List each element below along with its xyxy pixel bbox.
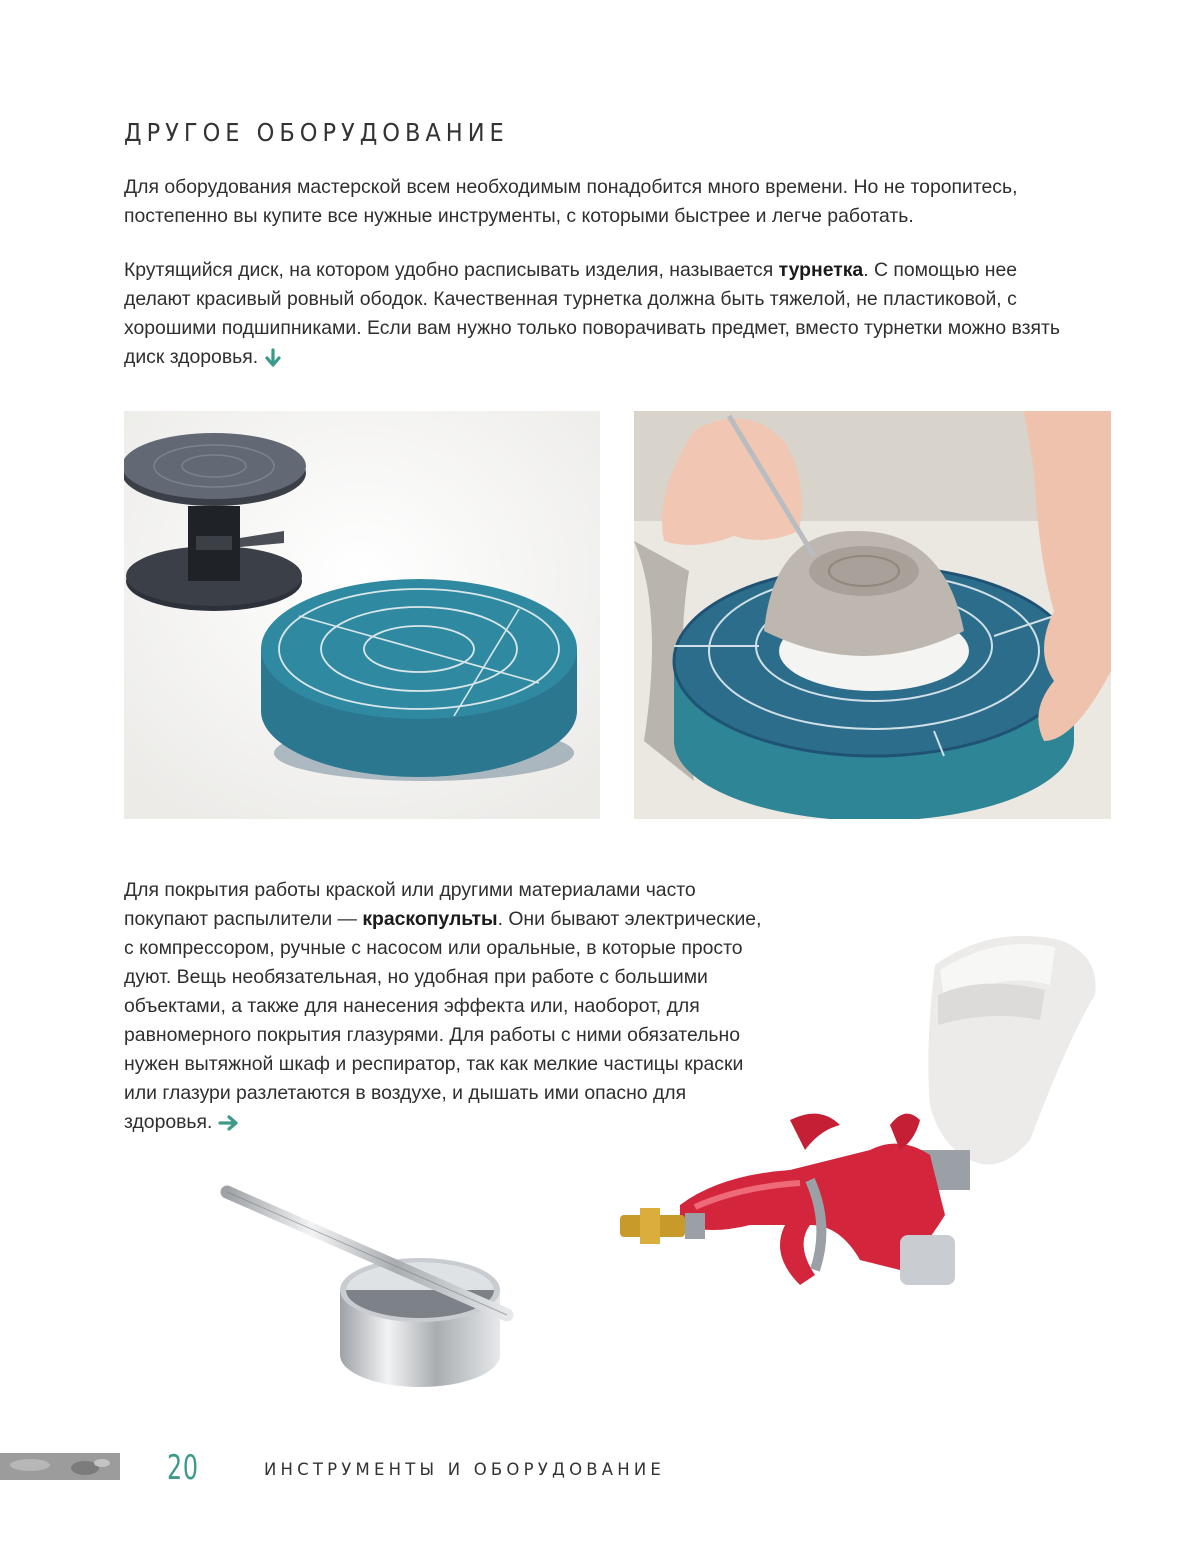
section-heading: ДРУГОЕ ОБОРУДОВАНИЕ <box>124 118 509 147</box>
footer-texture-strip <box>0 1453 120 1480</box>
oral-sprayer-image <box>215 1180 515 1390</box>
turntable-paragraph: Крутящийся диск, на котором удобно расписывать изделия, называется турнетка. С помощью нее делают красивый ровный ободок. Качественная турнетка должна быть тяжелой, не пластиковой, с хорошими подшипниками. Если вам нужно только поворачивать предмет, вместо турнетки можно взять диск здоровья. <box>124 259 1061 368</box>
intro-paragraph: Для оборудования мастерской всем необходимым понадобится много времени. Но не торопитесь, постепенно вы купите все нужные инструменты, с которыми быстрее и легче работать. <box>124 176 1018 227</box>
sprayer-paragraph: Для покрытия работы краской или другими материалами часто покупают распылители — краскопульты. Они бывают электрические, с компрессором, ручные с насосом или оральные, в которые просто дуют. Вещь необязательная, но удобная при работе с большими объектами, а также для нанесения эффекта или, наоборот, для равномерного покрытия глазурями. Для работы с ними обязательно нужен вытяжной шкаф и респиратор, так как мелкие частицы краски или глазури разлетаются в воздухе, и дышать ими опасно для здоровья. <box>124 879 762 1133</box>
page-number: 20 <box>167 1448 199 1488</box>
photo-turntable-in-use <box>634 411 1111 819</box>
arrow-right-icon <box>218 1114 240 1132</box>
term-turntable: турнетка <box>778 259 864 281</box>
term-sprayer: краскопульты <box>362 908 498 930</box>
running-footer-title: ИНСТРУМЕНТЫ И ОБОРУДОВАНИЕ <box>264 1460 666 1479</box>
photo-turntables <box>124 411 600 819</box>
arrow-down-icon <box>264 348 282 368</box>
spray-gun-image <box>600 925 1120 1310</box>
